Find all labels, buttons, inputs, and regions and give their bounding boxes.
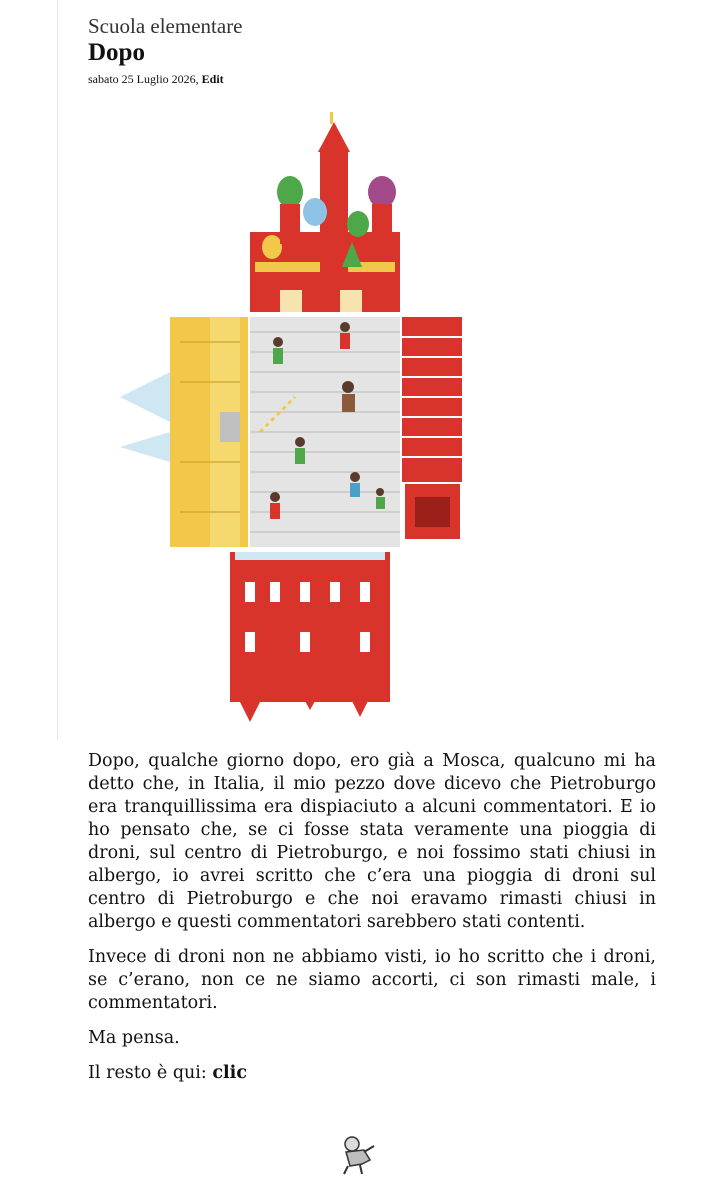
red-square-moscow-illustration	[110, 112, 470, 727]
article-body	[88, 750, 656, 1097]
blog-mascot-icon	[334, 1130, 382, 1178]
read-more-prefix: Il resto è qui:	[88, 1063, 207, 1083]
post-title[interactable]: Dopo	[88, 39, 145, 66]
historical-museum	[230, 552, 390, 722]
edit-link[interactable]: Edit	[201, 72, 224, 86]
gum-building	[120, 317, 248, 547]
paragraph-2: Invece di droni non ne abbiamo visti, io ho scritto che i droni, se c’erano, non ce ne siamo accorti, ci son rimasti male, i commentatori.	[88, 947, 656, 1013]
blog-name[interactable]: Scuola elementare	[88, 14, 243, 38]
red-square-pavement	[250, 317, 400, 547]
post-date: sabato 25 Luglio 2026,	[88, 72, 199, 86]
left-rule	[57, 0, 58, 740]
post-meta	[88, 72, 688, 87]
post-header	[88, 14, 688, 87]
paragraph-4	[88, 1062, 656, 1085]
cathedral-top	[250, 112, 400, 312]
read-more-link[interactable]: clic	[212, 1063, 247, 1083]
kremlin-wall	[402, 317, 462, 539]
paragraph-3: Ma pensa.	[88, 1028, 180, 1048]
paragraph-1: Dopo, qualche giorno dopo, ero già a Mosca, qualcuno mi ha detto che, in Italia, il mio pezzo dove dicevo che Pietroburgo era tranquillissima era dispiaciuto a alcuni commentatori. E io ho pensato che, se ci fosse stata veramente una pioggia di droni, sul centro di Pietroburgo, e noi fossimo stati chiusi in albergo, io avrei scritto che c’era una pioggia di droni sul centro di Pietroburgo e che noi eravamo rimasti chiusi in albergo e questi commentatori sarebbero stati contenti.	[88, 751, 656, 932]
